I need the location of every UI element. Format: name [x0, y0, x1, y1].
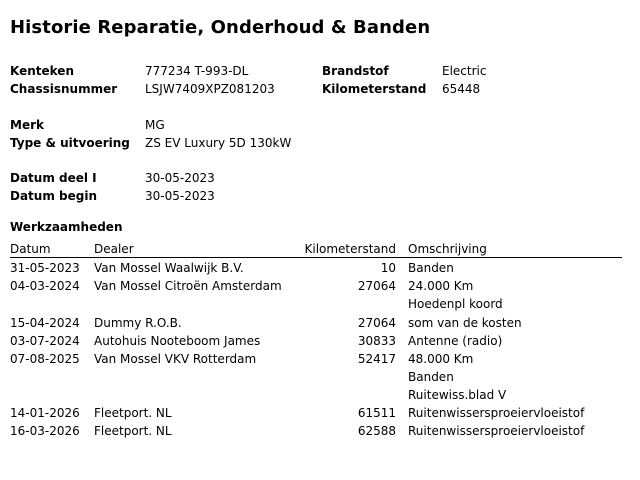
- row-datum: 15-04-2024: [10, 316, 80, 330]
- type-value: ZS EV Luxury 5D 130kW: [145, 136, 292, 150]
- col-header-kilometerstand: Kilometerstand: [304, 242, 396, 256]
- row-omschrijving: Ruitewiss.blad V: [408, 388, 507, 402]
- row-dealer: Fleetport. NL: [94, 406, 172, 420]
- kilometerstand-label: Kilometerstand: [322, 82, 427, 96]
- row-kilometerstand: 27064: [357, 316, 396, 330]
- row-dealer: Van Mossel Citroën Amsterdam: [94, 279, 282, 293]
- chassis-label: Chassisnummer: [10, 82, 118, 96]
- row-dealer: Autohuis Nooteboom James: [94, 334, 261, 348]
- row-datum: 07-08-2025: [10, 352, 80, 366]
- datum-deel-value: 30-05-2023: [145, 171, 215, 185]
- kilometerstand-value: 65448: [442, 82, 481, 96]
- row-datum: 03-07-2024: [10, 334, 80, 348]
- row-omschrijving: Ruitenwissersproeiervloeistof: [408, 424, 585, 438]
- col-header-dealer: Dealer: [94, 242, 134, 256]
- merk-value: MG: [145, 118, 165, 132]
- row-kilometerstand: 62588: [357, 424, 396, 438]
- type-label: Type & uitvoering: [10, 136, 130, 150]
- datum-begin-label: Datum begin: [10, 189, 97, 203]
- kenteken-label: Kenteken: [10, 64, 74, 78]
- brandstof-label: Brandstof: [322, 64, 389, 78]
- row-omschrijving: Ruitenwissersproeiervloeistof: [408, 406, 585, 420]
- col-header-omschrijving: Omschrijving: [408, 242, 487, 256]
- row-datum: 31-05-2023: [10, 261, 80, 275]
- row-kilometerstand: 10: [380, 261, 396, 275]
- row-dealer: Fleetport. NL: [94, 424, 172, 438]
- werkzaamheden-heading: Werkzaamheden: [10, 220, 123, 234]
- kenteken-value: 777234 T-993-DL: [145, 64, 249, 78]
- row-omschrijving: Hoedenpl koord: [408, 297, 503, 311]
- row-kilometerstand: 27064: [357, 279, 396, 293]
- row-datum: 16-03-2026: [10, 424, 80, 438]
- datum-deel-label: Datum deel I: [10, 171, 97, 185]
- row-kilometerstand: 30833: [357, 334, 396, 348]
- row-omschrijving: 24.000 Km: [408, 279, 474, 293]
- row-omschrijving: Banden: [408, 261, 454, 275]
- row-datum: 14-01-2026: [10, 406, 80, 420]
- col-header-datum: Datum: [10, 242, 51, 256]
- row-omschrijving: Antenne (radio): [408, 334, 503, 348]
- row-kilometerstand: 52417: [357, 352, 396, 366]
- datum-begin-value: 30-05-2023: [145, 189, 215, 203]
- row-omschrijving: Banden: [408, 370, 454, 384]
- header-rule: [10, 257, 622, 258]
- row-dealer: Van Mossel Waalwijk B.V.: [94, 261, 244, 275]
- row-datum: 04-03-2024: [10, 279, 80, 293]
- page-title: Historie Reparatie, Onderhoud & Banden: [10, 17, 431, 38]
- brandstof-value: Electric: [442, 64, 487, 78]
- row-omschrijving: 48.000 Km: [408, 352, 474, 366]
- row-dealer: Dummy R.O.B.: [94, 316, 182, 330]
- merk-label: Merk: [10, 118, 44, 132]
- row-kilometerstand: 61511: [357, 406, 396, 420]
- chassis-value: LSJW7409XPZ081203: [145, 82, 275, 96]
- row-omschrijving: som van de kosten: [408, 316, 522, 330]
- row-dealer: Van Mossel VKV Rotterdam: [94, 352, 257, 366]
